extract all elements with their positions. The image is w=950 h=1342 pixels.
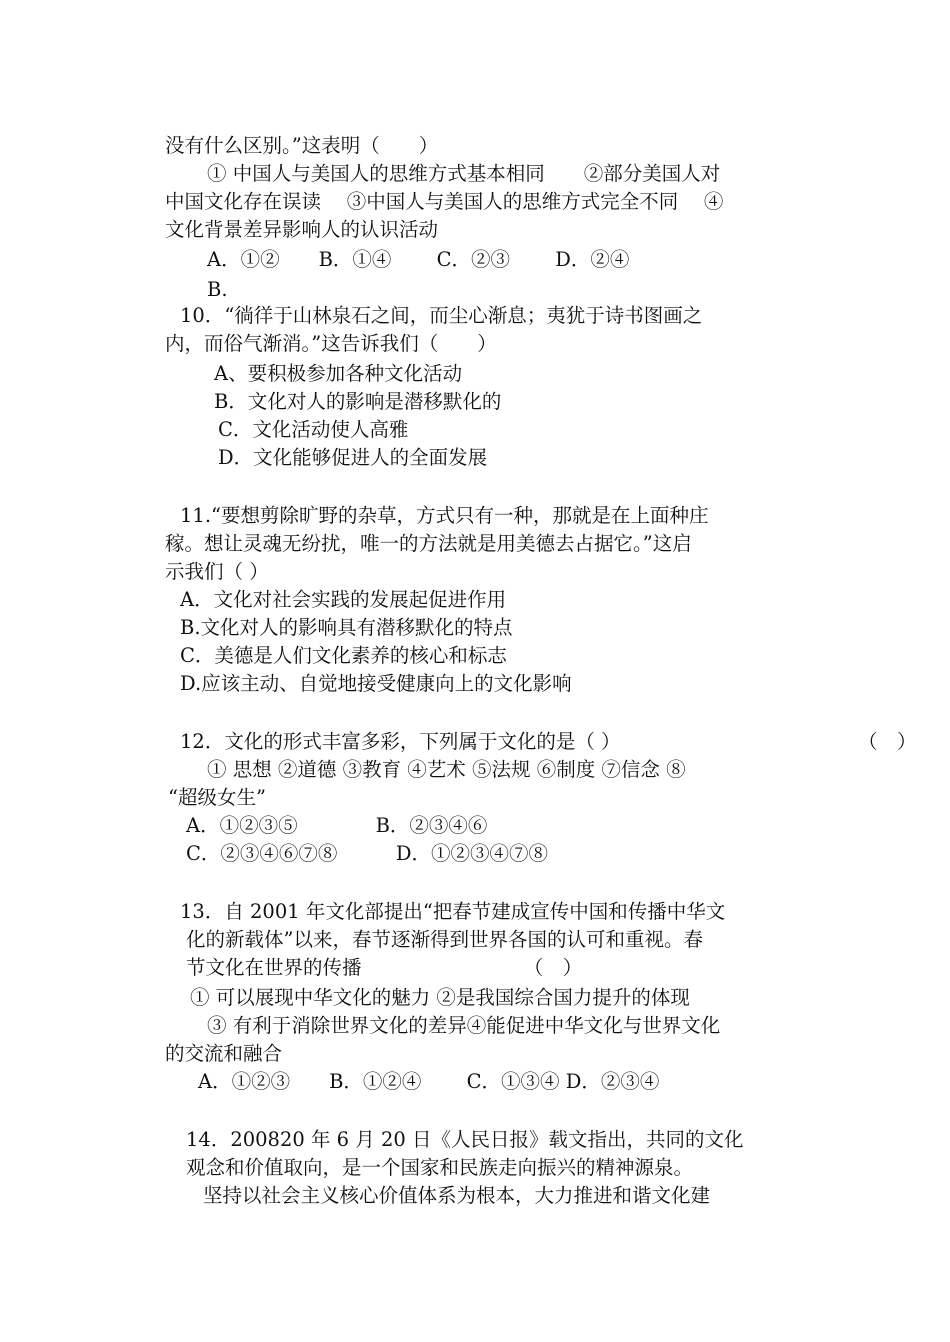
q10-option-d: D．文化能够促进人的全面发展 (218, 446, 488, 469)
q10-option-c: C．文化活动使人高雅 (218, 418, 409, 441)
q12-line-3: “超级女生” (168, 786, 266, 809)
q10-line-1: 10．“徜徉于山林泉石之间，而尘心渐息；夷犹于诗书图画之 (180, 304, 703, 327)
q9-options: A．①② B．①④ C．②③ D．②④ (207, 248, 630, 271)
q10-option-b: B．文化对人的影响是潜移默化的 (214, 390, 502, 413)
q13-line-1: 13．自 2001 年文化部提出“把春节建成宣传中国和传播中华文 (180, 900, 726, 923)
q10-line-2: 内，而俗气渐消。”这告诉我们（ ） (165, 332, 497, 355)
q11-line-2: 稼。想让灵魂无纷扰，唯一的方法就是用美德去占据它。”这启 (165, 532, 692, 555)
q11-option-c: C．美德是人们文化素养的核心和标志 (180, 644, 507, 667)
q12-line-1: 12．文化的形式丰富多彩，下列属于文化的是（ ） (180, 730, 621, 753)
q9-trailing: B. (207, 278, 228, 301)
q14-line-3: 坚持以社会主义核心价值体系为根本，大力推进和谐文化建 (203, 1184, 711, 1207)
q12-options-ab: A．①②③⑤ B．②③④⑥ (186, 814, 488, 837)
q9-line-3: 中国文化存在误读 ③中国人与美国人的思维方式完全不同 ④ (165, 190, 724, 213)
q11-option-a: A．文化对社会实践的发展起促进作用 (180, 588, 507, 611)
q9-line-1: 没有什么区别。”这表明（ ） (165, 134, 439, 157)
q13-line-3: 节文化在世界的传播 （ ） (186, 956, 583, 979)
q13-options: A．①②③ B．①②④ C．①③④ D．②③④ (198, 1070, 660, 1093)
q9-line-4: 文化背景差异影响人的认识活动 (165, 218, 439, 241)
q11-line-3: 示我们（ ） (165, 560, 269, 583)
q11-option-d: D.应该主动、自觉地接受健康向上的文化影响 (180, 672, 572, 695)
q13-line-5: ③ 有利于消除世界文化的差异④能促进中华文化与世界文化 (207, 1014, 721, 1037)
q11-option-b: B.文化对人的影响具有潜移默化的特点 (180, 616, 513, 639)
q12-line-2: ① 思想 ②道德 ③教育 ④艺术 ⑤法规 ⑥制度 ⑦信念 ⑧ (207, 758, 686, 781)
q13-line-4: ① 可以展现中华文化的魅力 ②是我国综合国力提升的体现 (190, 986, 690, 1009)
q14-line-2: 观念和价值取向，是一个国家和民族走向振兴的精神源泉。 (186, 1156, 694, 1179)
q10-option-a: A、要积极参加各种文化活动 (214, 362, 463, 385)
q11-line-1: 11.“要想剪除旷野的杂草，方式只有一种，那就是在上面种庄 (180, 504, 709, 527)
q14-line-1: 14．200820 年 6 月 20 日《人民日报》载文指出，共同的文化 (186, 1128, 744, 1151)
q12-answer-paren: （ ） (858, 730, 917, 753)
q13-line-2: 化的新载体”以来，春节逐渐得到世界各国的认可和重视。春 (186, 928, 703, 951)
q12-options-cd: C．②③④⑥⑦⑧ D．①②③④⑦⑧ (186, 842, 549, 865)
q9-line-2: ① 中国人与美国人的思维方式基本相同 ②部分美国人对 (207, 162, 721, 185)
q13-line-6: 的交流和融合 (165, 1042, 283, 1065)
